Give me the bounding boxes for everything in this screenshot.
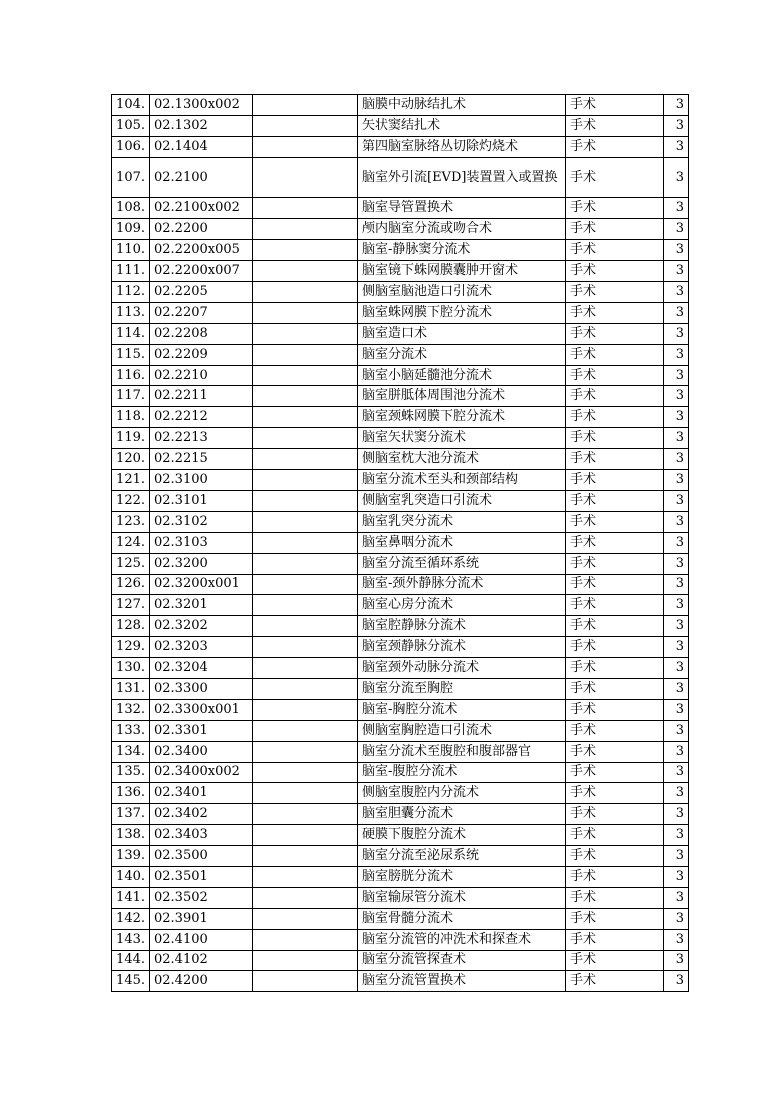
table-row [112, 511, 689, 532]
row-index: 144. [112, 950, 150, 971]
row-index: 115. [112, 344, 150, 365]
procedure-type: 手术 [566, 198, 664, 219]
procedure-code: 02.2212 [150, 407, 253, 428]
blank-cell [253, 595, 358, 616]
procedure-name: 矢状窦结扎术 [358, 115, 566, 136]
procedure-name: 脑室分流管置换术 [358, 971, 566, 992]
procedure-code: 02.3200 [150, 553, 253, 574]
blank-cell [253, 887, 358, 908]
procedure-code: 02.4100 [150, 929, 253, 950]
procedure-type: 手术 [566, 95, 664, 116]
blank-cell [253, 302, 358, 323]
procedure-grade: 3 [664, 699, 689, 720]
table-row [112, 136, 689, 157]
procedure-name: 脑室分流至循环系统 [358, 553, 566, 574]
procedure-name: 脑室骨髓分流术 [358, 908, 566, 929]
procedure-name: 脑室小脑延髓池分流术 [358, 365, 566, 386]
procedure-name: 脑室分流术至头和颈部结构 [358, 470, 566, 491]
procedure-type: 手术 [566, 261, 664, 282]
table-row [112, 302, 689, 323]
row-index: 139. [112, 846, 150, 867]
procedure-grade: 3 [664, 240, 689, 261]
procedure-type: 手术 [566, 386, 664, 407]
procedure-code: 02.3203 [150, 637, 253, 658]
procedure-name: 脑膜中动脉结扎术 [358, 95, 566, 116]
table-row [112, 637, 689, 658]
procedure-code: 02.3204 [150, 658, 253, 679]
row-index: 142. [112, 908, 150, 929]
procedure-name: 脑室腔静脉分流术 [358, 616, 566, 637]
procedure-name: 脑室胼胝体周围池分流术 [358, 386, 566, 407]
table-row [112, 825, 689, 846]
procedure-name: 脑室心房分流术 [358, 595, 566, 616]
blank-cell [253, 532, 358, 553]
row-index: 134. [112, 741, 150, 762]
row-index: 129. [112, 637, 150, 658]
procedure-type: 手术 [566, 637, 664, 658]
row-index: 113. [112, 302, 150, 323]
procedure-code: 02.3400x002 [150, 762, 253, 783]
procedure-type: 手术 [566, 219, 664, 240]
procedure-code: 02.2213 [150, 428, 253, 449]
row-index: 133. [112, 720, 150, 741]
procedure-code: 02.2211 [150, 386, 253, 407]
procedure-type: 手术 [566, 282, 664, 303]
row-index: 126. [112, 574, 150, 595]
procedure-name: 脑室输尿管分流术 [358, 887, 566, 908]
row-index: 107. [112, 157, 150, 198]
procedure-type: 手术 [566, 449, 664, 470]
blank-cell [253, 407, 358, 428]
row-index: 127. [112, 595, 150, 616]
procedure-type: 手术 [566, 302, 664, 323]
procedure-name: 脑室分流至泌尿系统 [358, 846, 566, 867]
procedure-type: 手术 [566, 929, 664, 950]
table-row [112, 282, 689, 303]
procedure-grade: 3 [664, 95, 689, 116]
table-row [112, 971, 689, 992]
procedure-grade: 3 [664, 511, 689, 532]
blank-cell [253, 741, 358, 762]
row-index: 104. [112, 95, 150, 116]
procedure-code: 02.3300 [150, 678, 253, 699]
procedure-name: 脑室-颈外静脉分流术 [358, 574, 566, 595]
procedure-grade: 3 [664, 658, 689, 679]
procedure-name: 脑室导管置换术 [358, 198, 566, 219]
procedure-name: 脑室-静脉窦分流术 [358, 240, 566, 261]
procedure-code: 02.3300x001 [150, 699, 253, 720]
procedure-type: 手术 [566, 136, 664, 157]
table-row [112, 323, 689, 344]
table-row [112, 449, 689, 470]
blank-cell [253, 157, 358, 198]
blank-cell [253, 115, 358, 136]
blank-cell [253, 386, 358, 407]
row-index: 108. [112, 198, 150, 219]
procedure-name: 侧脑室乳突造口引流术 [358, 490, 566, 511]
procedure-code: 02.3102 [150, 511, 253, 532]
procedure-code: 02.3500 [150, 846, 253, 867]
blank-cell [253, 762, 358, 783]
blank-cell [253, 95, 358, 116]
procedure-code: 02.3400 [150, 741, 253, 762]
table-row [112, 553, 689, 574]
procedure-type: 手术 [566, 699, 664, 720]
procedure-grade: 3 [664, 950, 689, 971]
blank-cell [253, 908, 358, 929]
procedure-type: 手术 [566, 804, 664, 825]
table-row [112, 261, 689, 282]
table-row [112, 720, 689, 741]
row-index: 140. [112, 866, 150, 887]
procedure-grade: 3 [664, 407, 689, 428]
procedure-code: 02.2200x005 [150, 240, 253, 261]
row-index: 109. [112, 219, 150, 240]
procedure-name: 侧脑室脑池造口引流术 [358, 282, 566, 303]
blank-cell [253, 825, 358, 846]
blank-cell [253, 678, 358, 699]
table-row [112, 219, 689, 240]
table-row [112, 678, 689, 699]
procedure-type: 手术 [566, 407, 664, 428]
table-row [112, 908, 689, 929]
procedure-name: 脑室矢状窦分流术 [358, 428, 566, 449]
procedure-grade: 3 [664, 428, 689, 449]
table-row [112, 407, 689, 428]
procedure-grade: 3 [664, 323, 689, 344]
procedure-code: 02.3501 [150, 866, 253, 887]
blank-cell [253, 428, 358, 449]
row-index: 124. [112, 532, 150, 553]
procedure-name: 脑室膀胱分流术 [358, 866, 566, 887]
blank-cell [253, 699, 358, 720]
procedure-name: 颅内脑室分流或吻合术 [358, 219, 566, 240]
row-index: 122. [112, 490, 150, 511]
procedure-grade: 3 [664, 866, 689, 887]
table-row [112, 595, 689, 616]
blank-cell [253, 804, 358, 825]
table-row [112, 846, 689, 867]
blank-cell [253, 574, 358, 595]
row-index: 116. [112, 365, 150, 386]
procedure-type: 手术 [566, 678, 664, 699]
procedure-name: 脑室颈静脉分流术 [358, 637, 566, 658]
procedure-grade: 3 [664, 386, 689, 407]
procedure-name: 脑室蛛网膜下腔分流术 [358, 302, 566, 323]
row-index: 132. [112, 699, 150, 720]
procedure-type: 手术 [566, 846, 664, 867]
procedure-name: 脑室分流管探查术 [358, 950, 566, 971]
procedure-code: 02.2205 [150, 282, 253, 303]
table-row [112, 741, 689, 762]
row-index: 112. [112, 282, 150, 303]
row-index: 117. [112, 386, 150, 407]
blank-cell [253, 616, 358, 637]
procedure-table [111, 94, 689, 992]
blank-cell [253, 344, 358, 365]
row-index: 131. [112, 678, 150, 699]
procedure-type: 手术 [566, 511, 664, 532]
procedure-grade: 3 [664, 198, 689, 219]
procedure-code: 02.2209 [150, 344, 253, 365]
procedure-code: 02.3901 [150, 908, 253, 929]
table-row [112, 616, 689, 637]
procedure-code: 02.3402 [150, 804, 253, 825]
procedure-grade: 3 [664, 344, 689, 365]
procedure-type: 手术 [566, 971, 664, 992]
procedure-type: 手术 [566, 720, 664, 741]
procedure-type: 手术 [566, 825, 664, 846]
procedure-name: 脑室乳突分流术 [358, 511, 566, 532]
procedure-type: 手术 [566, 595, 664, 616]
procedure-grade: 3 [664, 616, 689, 637]
table-row [112, 532, 689, 553]
procedure-name: 脑室颈蛛网膜下腔分流术 [358, 407, 566, 428]
table-row [112, 115, 689, 136]
blank-cell [253, 846, 358, 867]
procedure-type: 手术 [566, 240, 664, 261]
procedure-name: 脑室-腹腔分流术 [358, 762, 566, 783]
blank-cell [253, 637, 358, 658]
procedure-grade: 3 [664, 804, 689, 825]
procedure-grade: 3 [664, 282, 689, 303]
table-row [112, 658, 689, 679]
blank-cell [253, 449, 358, 470]
blank-cell [253, 720, 358, 741]
procedure-type: 手术 [566, 323, 664, 344]
procedure-type: 手术 [566, 574, 664, 595]
procedure-code: 02.1404 [150, 136, 253, 157]
row-index: 121. [112, 470, 150, 491]
procedure-code: 02.2200 [150, 219, 253, 240]
row-index: 114. [112, 323, 150, 344]
procedure-name: 硬膜下腹腔分流术 [358, 825, 566, 846]
table-row [112, 762, 689, 783]
table-row [112, 574, 689, 595]
blank-cell [253, 971, 358, 992]
row-index: 145. [112, 971, 150, 992]
procedure-code: 02.4200 [150, 971, 253, 992]
row-index: 110. [112, 240, 150, 261]
table-row [112, 804, 689, 825]
procedure-grade: 3 [664, 532, 689, 553]
procedure-grade: 3 [664, 762, 689, 783]
procedure-grade: 3 [664, 595, 689, 616]
table-row [112, 950, 689, 971]
row-index: 137. [112, 804, 150, 825]
row-index: 135. [112, 762, 150, 783]
procedure-type: 手术 [566, 470, 664, 491]
procedure-table-body [112, 95, 689, 992]
procedure-grade: 3 [664, 449, 689, 470]
procedure-code: 02.3301 [150, 720, 253, 741]
procedure-grade: 3 [664, 302, 689, 323]
blank-cell [253, 929, 358, 950]
procedure-grade: 3 [664, 637, 689, 658]
procedure-type: 手术 [566, 866, 664, 887]
procedure-grade: 3 [664, 574, 689, 595]
procedure-grade: 3 [664, 470, 689, 491]
procedure-code: 02.1300x002 [150, 95, 253, 116]
table-row [112, 783, 689, 804]
blank-cell [253, 219, 358, 240]
procedure-name: 脑室鼻咽分流术 [358, 532, 566, 553]
procedure-code: 02.2100 [150, 157, 253, 198]
table-row [112, 490, 689, 511]
procedure-type: 手术 [566, 532, 664, 553]
table-row [112, 699, 689, 720]
blank-cell [253, 240, 358, 261]
procedure-name: 侧脑室枕大池分流术 [358, 449, 566, 470]
procedure-code: 02.3103 [150, 532, 253, 553]
procedure-grade: 3 [664, 157, 689, 198]
procedure-code: 02.3100 [150, 470, 253, 491]
blank-cell [253, 261, 358, 282]
procedure-type: 手术 [566, 887, 664, 908]
row-index: 136. [112, 783, 150, 804]
table-row [112, 95, 689, 116]
blank-cell [253, 470, 358, 491]
blank-cell [253, 198, 358, 219]
procedure-code: 02.3200x001 [150, 574, 253, 595]
procedure-type: 手术 [566, 344, 664, 365]
row-index: 120. [112, 449, 150, 470]
blank-cell [253, 323, 358, 344]
blank-cell [253, 365, 358, 386]
procedure-grade: 3 [664, 115, 689, 136]
row-index: 105. [112, 115, 150, 136]
row-index: 130. [112, 658, 150, 679]
table-row [112, 866, 689, 887]
row-index: 119. [112, 428, 150, 449]
procedure-type: 手术 [566, 783, 664, 804]
table-row [112, 929, 689, 950]
row-index: 118. [112, 407, 150, 428]
procedure-grade: 3 [664, 971, 689, 992]
procedure-name: 脑室分流术至腹腔和腹部器官 [358, 741, 566, 762]
procedure-grade: 3 [664, 741, 689, 762]
row-index: 106. [112, 136, 150, 157]
procedure-code: 02.3401 [150, 783, 253, 804]
procedure-grade: 3 [664, 783, 689, 804]
table-row [112, 428, 689, 449]
table-row [112, 470, 689, 491]
procedure-code: 02.2215 [150, 449, 253, 470]
procedure-grade: 3 [664, 490, 689, 511]
blank-cell [253, 866, 358, 887]
blank-cell [253, 490, 358, 511]
row-index: 123. [112, 511, 150, 532]
procedure-grade: 3 [664, 678, 689, 699]
procedure-name: 第四脑室脉络丛切除灼烧术 [358, 136, 566, 157]
procedure-type: 手术 [566, 157, 664, 198]
procedure-type: 手术 [566, 762, 664, 783]
blank-cell [253, 950, 358, 971]
blank-cell [253, 553, 358, 574]
table-row [112, 887, 689, 908]
procedure-grade: 3 [664, 219, 689, 240]
table-row [112, 344, 689, 365]
table-row [112, 240, 689, 261]
procedure-name: 脑室分流管的冲洗术和探查术 [358, 929, 566, 950]
blank-cell [253, 658, 358, 679]
table-row [112, 365, 689, 386]
procedure-type: 手术 [566, 658, 664, 679]
blank-cell [253, 783, 358, 804]
table-row [112, 157, 689, 198]
procedure-grade: 3 [664, 365, 689, 386]
procedure-grade: 3 [664, 825, 689, 846]
procedure-name: 脑室镜下蛛网膜囊肿开窗术 [358, 261, 566, 282]
procedure-type: 手术 [566, 553, 664, 574]
procedure-code: 02.2208 [150, 323, 253, 344]
procedure-name: 脑室造口术 [358, 323, 566, 344]
procedure-code: 02.3101 [150, 490, 253, 511]
procedure-name: 脑室胆囊分流术 [358, 804, 566, 825]
table-row [112, 198, 689, 219]
procedure-name: 侧脑室腹腔内分流术 [358, 783, 566, 804]
procedure-type: 手术 [566, 428, 664, 449]
procedure-code: 02.2207 [150, 302, 253, 323]
procedure-type: 手术 [566, 950, 664, 971]
row-index: 141. [112, 887, 150, 908]
procedure-grade: 3 [664, 929, 689, 950]
procedure-code: 02.2210 [150, 365, 253, 386]
procedure-type: 手术 [566, 115, 664, 136]
procedure-grade: 3 [664, 136, 689, 157]
procedure-type: 手术 [566, 490, 664, 511]
procedure-name: 脑室颈外动脉分流术 [358, 658, 566, 679]
procedure-code: 02.3202 [150, 616, 253, 637]
row-index: 125. [112, 553, 150, 574]
procedure-code: 02.4102 [150, 950, 253, 971]
procedure-name: 侧脑室胸腔造口引流术 [358, 720, 566, 741]
procedure-code: 02.1302 [150, 115, 253, 136]
procedure-code: 02.2200x007 [150, 261, 253, 282]
row-index: 143. [112, 929, 150, 950]
procedure-code: 02.3403 [150, 825, 253, 846]
table-row [112, 386, 689, 407]
row-index: 111. [112, 261, 150, 282]
procedure-type: 手术 [566, 908, 664, 929]
procedure-code: 02.3502 [150, 887, 253, 908]
procedure-grade: 3 [664, 261, 689, 282]
procedure-type: 手术 [566, 616, 664, 637]
blank-cell [253, 511, 358, 532]
procedure-grade: 3 [664, 720, 689, 741]
blank-cell [253, 136, 358, 157]
procedure-code: 02.3201 [150, 595, 253, 616]
row-index: 128. [112, 616, 150, 637]
procedure-name: 脑室-胸腔分流术 [358, 699, 566, 720]
procedure-grade: 3 [664, 908, 689, 929]
procedure-code: 02.2100x002 [150, 198, 253, 219]
row-index: 138. [112, 825, 150, 846]
procedure-grade: 3 [664, 846, 689, 867]
procedure-name: 脑室分流至胸腔 [358, 678, 566, 699]
procedure-type: 手术 [566, 365, 664, 386]
procedure-name: 脑室分流术 [358, 344, 566, 365]
procedure-grade: 3 [664, 553, 689, 574]
procedure-name: 脑室外引流[EVD]装置置入或置换 [358, 157, 566, 198]
procedure-type: 手术 [566, 741, 664, 762]
blank-cell [253, 282, 358, 303]
procedure-grade: 3 [664, 887, 689, 908]
